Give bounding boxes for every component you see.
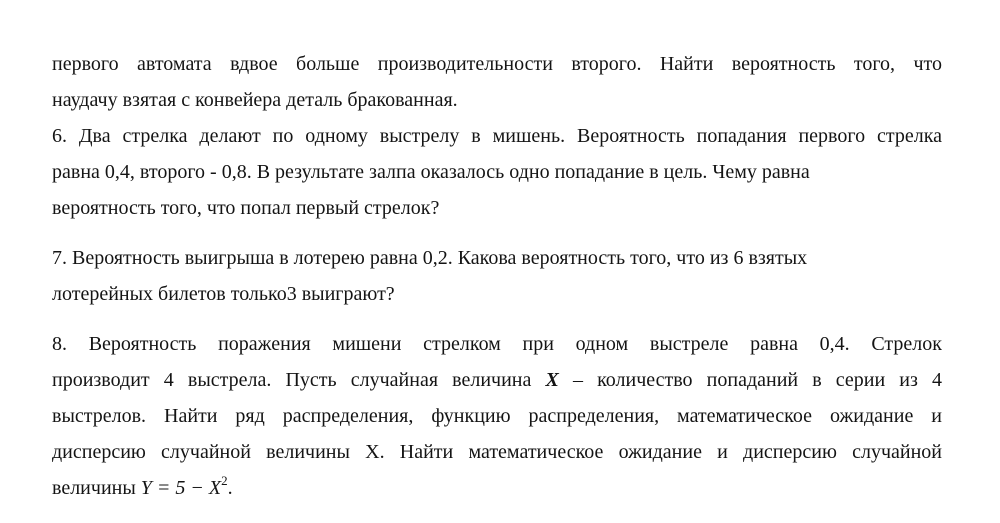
paragraph-line: наудачу взятая с конвейера деталь бракованная. [52, 89, 458, 111]
paragraph-line: 7. Вероятность выигрыша в лотерею равна 0,2. Какова вероятность того, что из 6 взятых [52, 247, 808, 269]
paragraph-line: равна 0,4, второго - 0,8. В результате залпа оказалось одно попадание в цель. Чему равна [52, 161, 810, 183]
problem-8 [52, 326, 942, 506]
math-formula: Y = 5 − X [140, 477, 222, 499]
paragraph-line [52, 362, 942, 398]
problem-6 [52, 118, 942, 226]
math-variable: X [545, 369, 559, 391]
document-page [52, 46, 942, 506]
math-superscript: 2 [221, 473, 228, 489]
paragraph-line [52, 470, 942, 506]
problem-5-continuation [52, 46, 942, 118]
paragraph-line: дисперсию случайной величины Х. Найти математическое ожидание и дисперсию случайной [52, 441, 942, 463]
paragraph-line: выстрелов. Найти ряд распределения, функцию распределения, математическое ожидание и [52, 405, 942, 427]
paragraph-line: лотерейных билетов только3 выиграют? [52, 283, 395, 305]
paragraph-spacer [52, 312, 942, 326]
problem-7 [52, 240, 942, 312]
paragraph-line: вероятность того, что попал первый стрелок? [52, 197, 440, 219]
paragraph-line: 6. Два стрелка делают по одному выстрелу в мишень. Вероятность попадания первого стрелка [52, 125, 942, 147]
paragraph-spacer [52, 226, 942, 240]
text-segment: производит 4 выстрела. Пусть случайная величина [52, 369, 546, 391]
text-segment: величины [52, 477, 141, 499]
paragraph-line: 8. Вероятность поражения мишени стрелком при одном выстреле равна 0,4. Стрелок [52, 333, 942, 355]
paragraph-line: первого автомата вдвое больше производительности второго. Найти вероятность того, что [52, 53, 942, 75]
text-segment: . [227, 477, 233, 499]
text-segment: – количество попаданий в серии из 4 [558, 369, 943, 391]
